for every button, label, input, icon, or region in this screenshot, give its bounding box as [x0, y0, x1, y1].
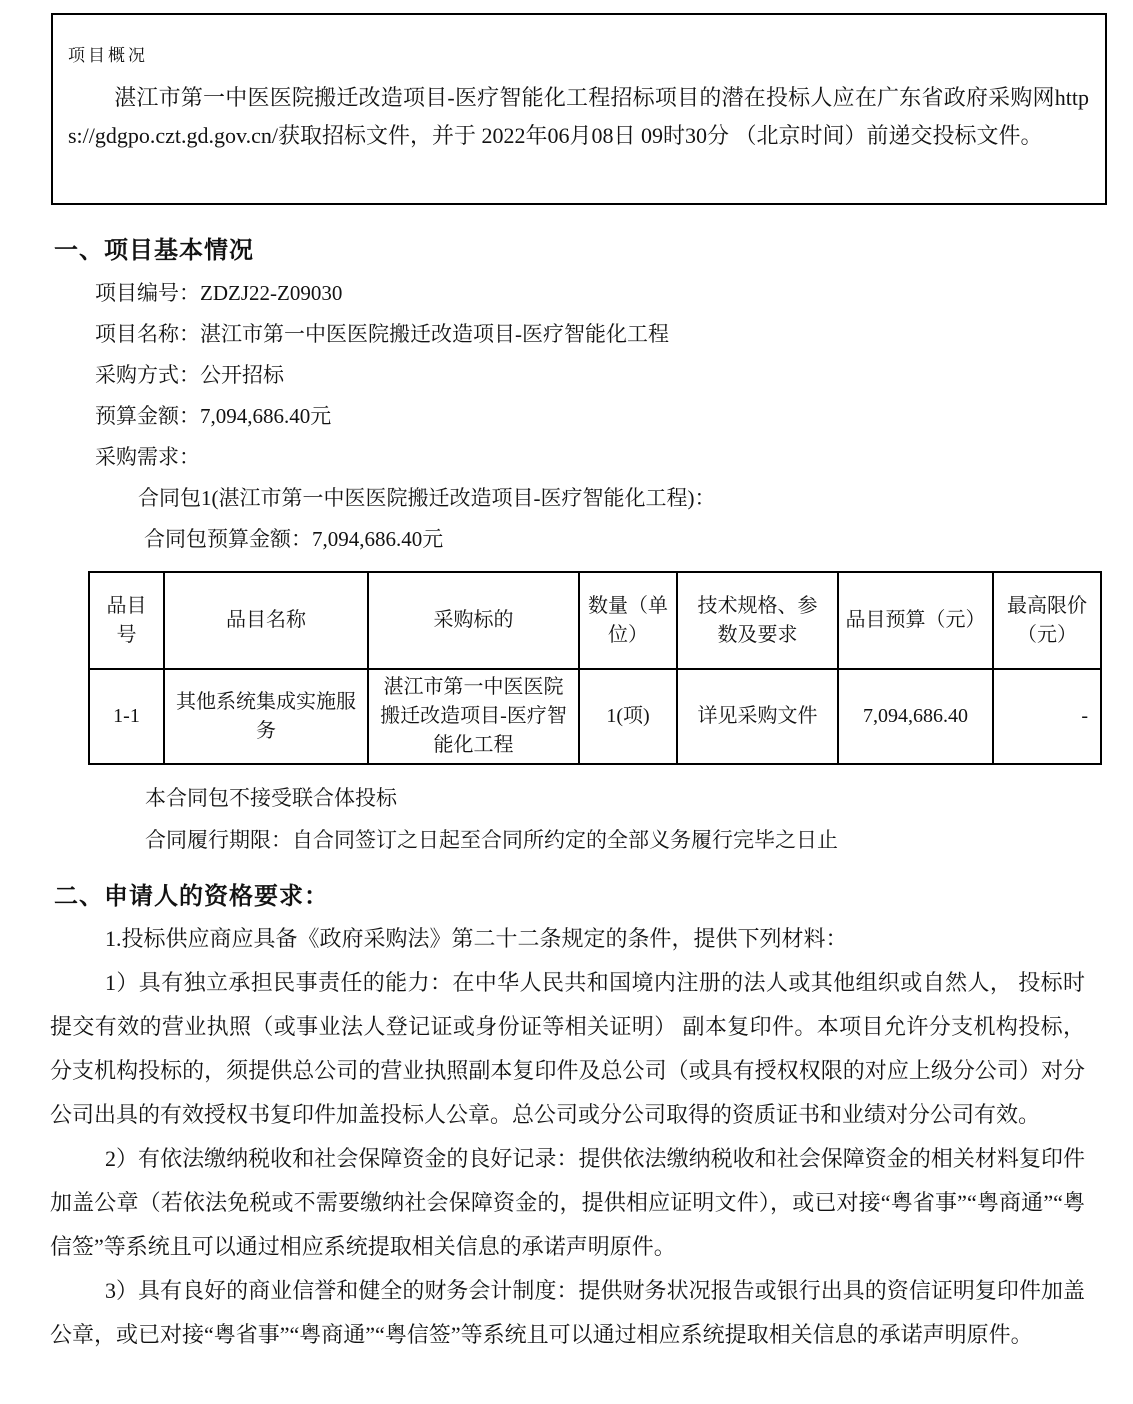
field-budget-amount: 预算金额：7,094,686.40元 [95, 404, 332, 428]
document-content [50, 235, 1088, 1357]
overview-title: 项目概况 [68, 46, 148, 65]
contract-package-budget: 合同包预算金额：7,094,686.40元 [144, 527, 444, 551]
cell-item-budget: 7,094,686.40 [838, 669, 993, 764]
field-project-number: 项目编号：ZDZJ22-Z09030 [95, 281, 343, 305]
section-1-heading: 一、项目基本情况 [54, 237, 254, 264]
section-2-heading: 二、申请人的资格要求： [54, 883, 329, 910]
items-table-header-row [89, 572, 1101, 669]
note-contract-period: 合同履行期限：自合同签订之日起至合同所约定的全部义务履行完毕之日止 [145, 828, 838, 852]
col-header-item-budget: 品目预算（元） [838, 572, 993, 669]
package-notes [50, 777, 1085, 861]
document-page [0, 13, 1133, 1357]
cell-item-no: 1-1 [89, 669, 164, 764]
qualification-intro: 1.投标供应商应具备《政府采购法》第二十二条规定的条件，提供下列材料： [105, 926, 848, 951]
cell-procurement-subject: 湛江市第一中医医院搬迁改造项目-医疗智能化工程 [368, 669, 579, 764]
col-header-tech-specs: 技术规格、参数及要求 [677, 572, 838, 669]
field-project-name: 项目名称：湛江市第一中医医院搬迁改造项目-医疗智能化工程 [95, 322, 669, 346]
field-procurement-demand: 采购需求： [95, 445, 200, 469]
qualification-item-2: 2）有依法缴纳税收和社会保障资金的良好记录：提供依法缴纳税收和社会保障资金的相关材料复印件加盖公章（若依法免税或不需要缴纳社会保障资金的，提供相应证明文件），或已对接“粤省事”“粤商通”“粤信签”等系统且可以通过相应系统提取相关信息的承诺声明原件。 [50, 1146, 1085, 1259]
overview-paragraph: 湛江市第一中医医院搬迁改造项目-医疗智能化工程招标项目的潜在投标人应在广东省政府采购网https://gdgpo.czt.gd.gov.cn/获取招标文件，并于 2022年06月08日 09时30分 （北京时间）前递交投标文件。 [68, 85, 1089, 148]
items-table [88, 571, 1102, 765]
col-header-item-no: 品目号 [89, 572, 164, 669]
col-header-quantity-unit: 数量（单位） [579, 572, 677, 669]
project-fields [50, 273, 1085, 478]
cell-tech-specs: 详见采购文件 [677, 669, 838, 764]
qualification-item-3: 3）具有良好的商业信誉和健全的财务会计制度：提供财务状况报告或银行出具的资信证明复印件加盖公章，或已对接“粤省事”“粤商通”“粤信签”等系统且可以通过相应系统提取相关信息的承诺声明原件。 [50, 1278, 1085, 1347]
contract-package-title: 合同包1(湛江市第一中医医院搬迁改造项目-医疗智能化工程)： [138, 486, 716, 510]
cell-quantity-unit: 1(项) [579, 669, 677, 764]
col-header-procurement-subject: 采购标的 [368, 572, 579, 669]
qualification-item-1: 1）具有独立承担民事责任的能力：在中华人民共和国境内注册的法人或其他组织或自然人， 投标时提交有效的营业执照（或事业法人登记证或身份证等相关证明） 副本复印件。本项目允许分支机构投标，分支机构投标的，须提供总公司的营业执照副本复印件及总公司（或具有授权权限的对应上级分公司）对分公司出具的有效授权书复印件加盖投标人公章。总公司或分公司取得的资质证书和业绩对分公司有效。 [50, 970, 1085, 1127]
cell-item-name: 其他系统集成实施服务 [164, 669, 368, 764]
col-header-item-name: 品目名称 [164, 572, 368, 669]
items-table-row [89, 669, 1101, 764]
col-header-max-price: 最高限价（元） [993, 572, 1101, 669]
note-no-consortium: 本合同包不接受联合体投标 [145, 786, 397, 810]
field-procurement-method: 采购方式：公开招标 [95, 363, 284, 387]
cell-max-price: - [993, 669, 1101, 764]
project-overview-box [51, 13, 1107, 205]
